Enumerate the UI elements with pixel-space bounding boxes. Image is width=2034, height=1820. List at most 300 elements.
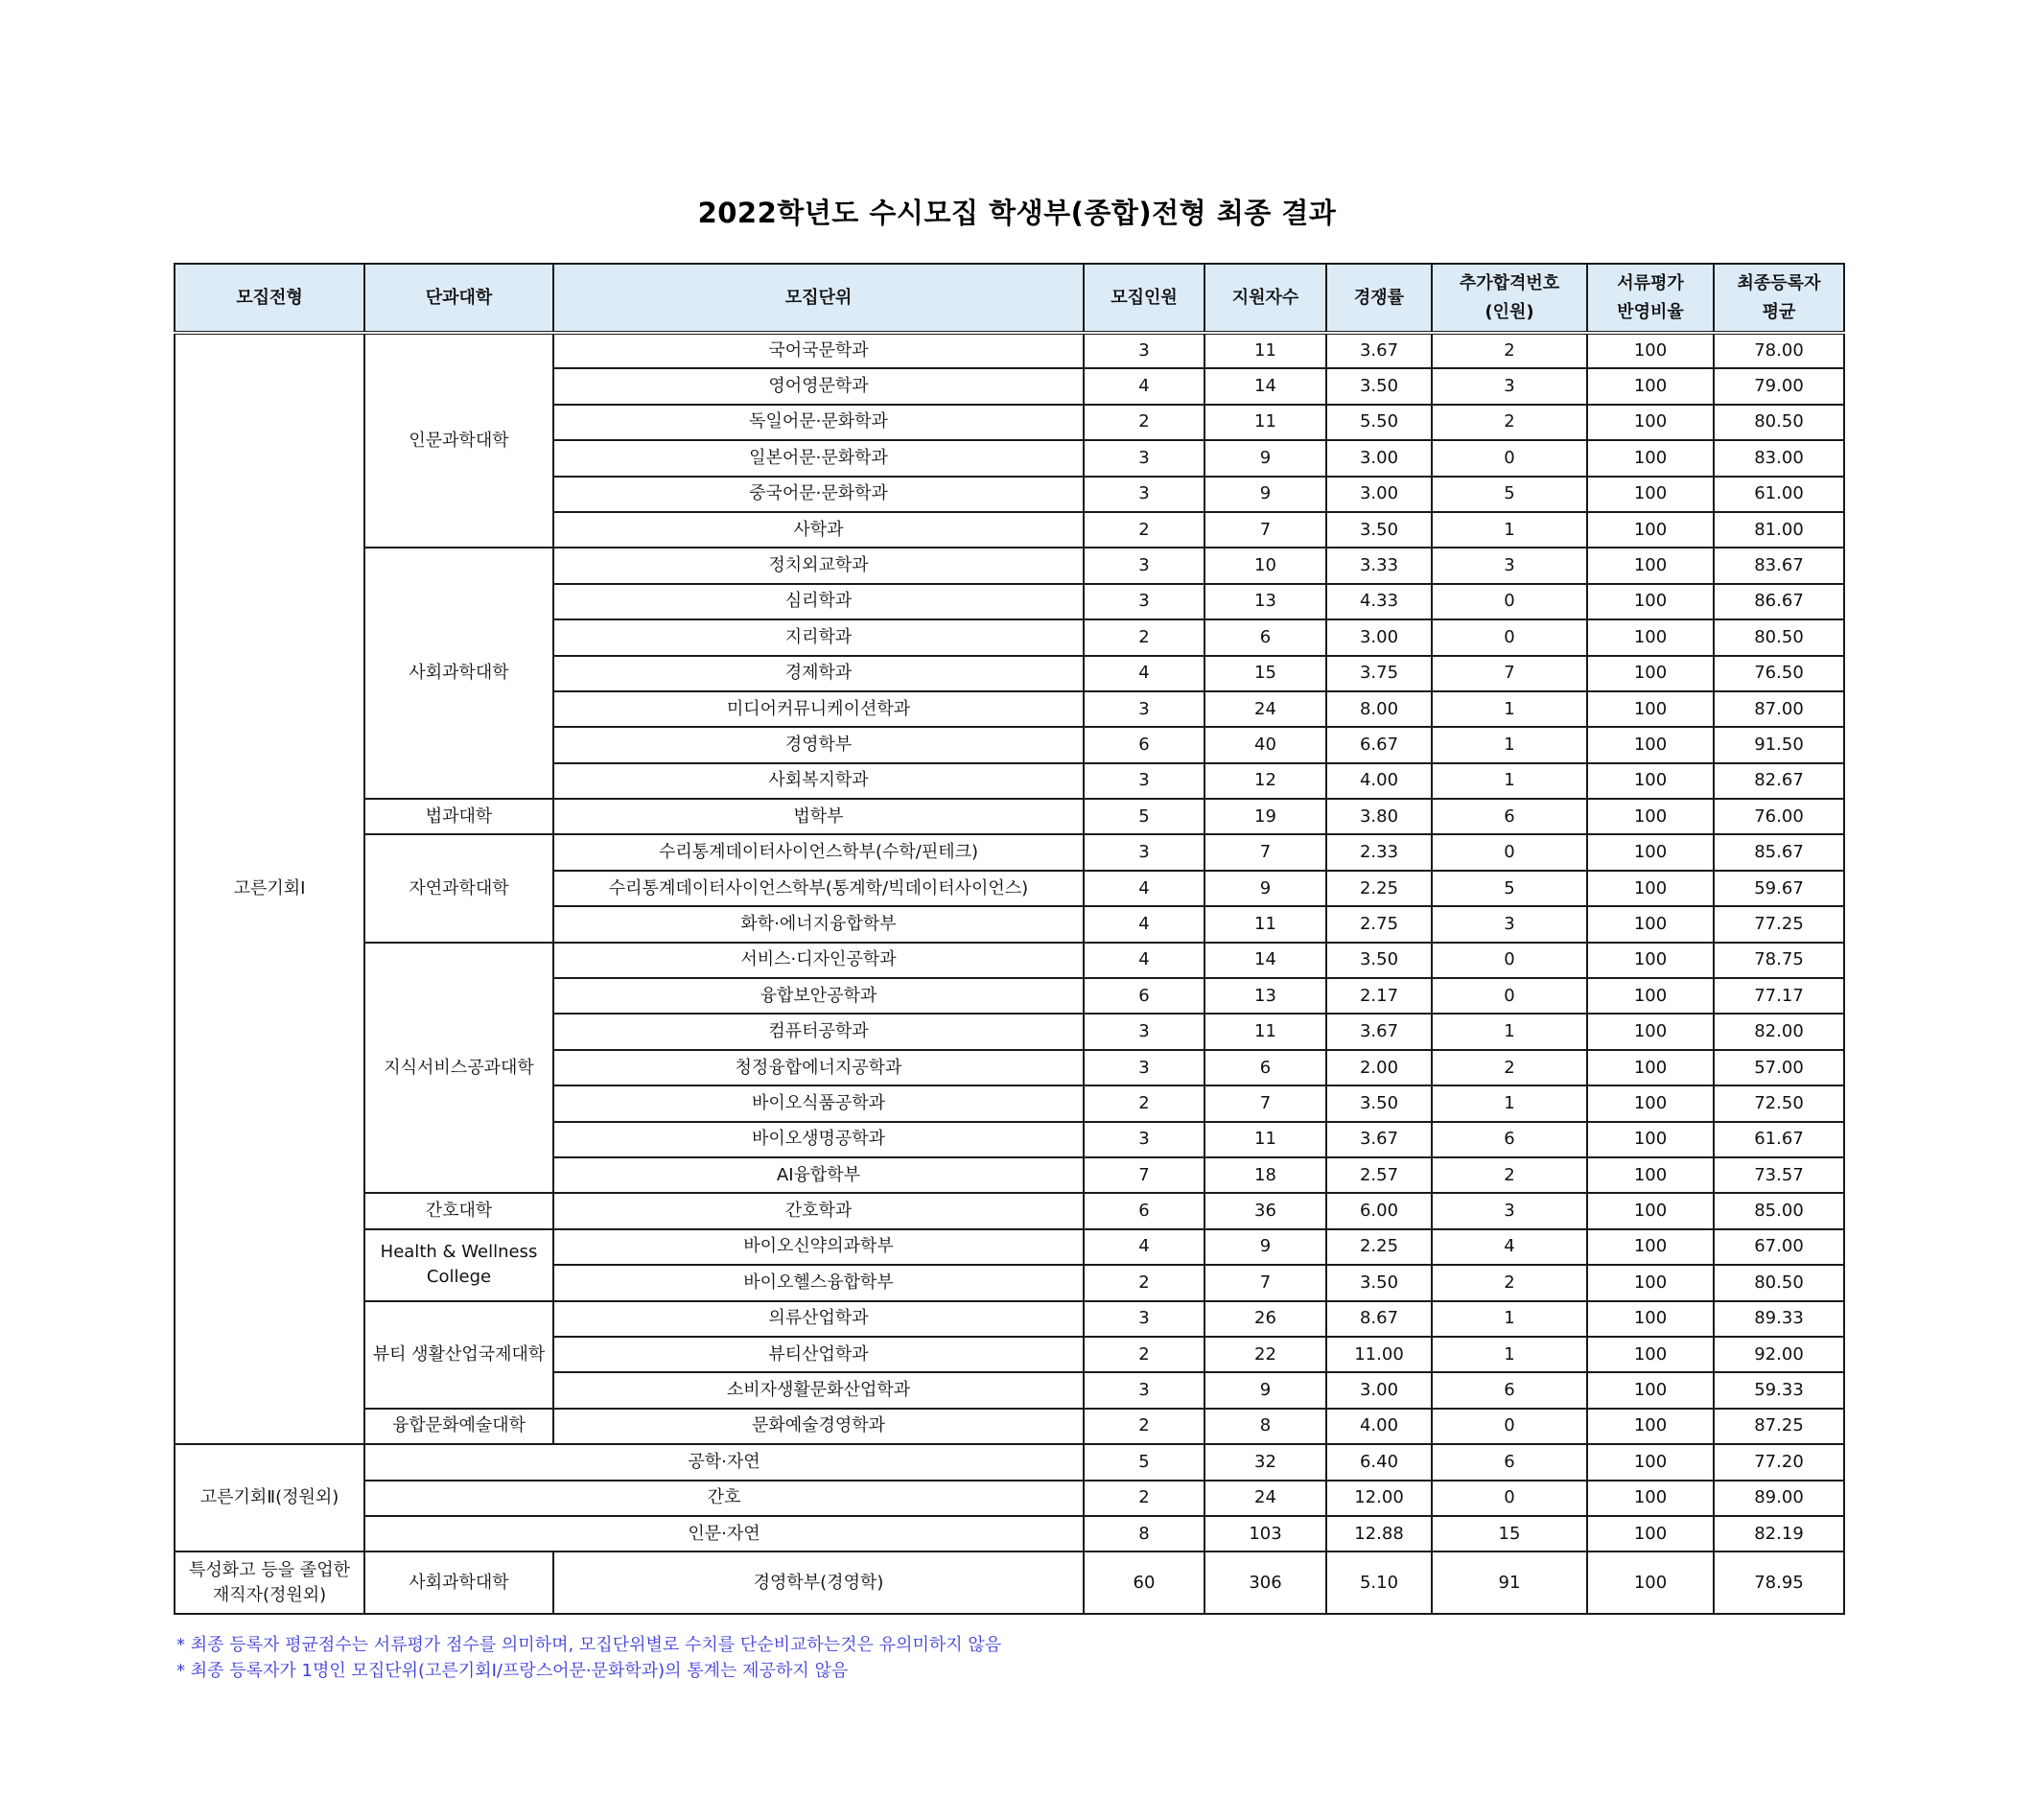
header-additional-line2: (인원) — [1485, 301, 1534, 322]
quota-cell: 3 — [1084, 691, 1204, 727]
additional-cell: 15 — [1432, 1516, 1587, 1552]
unit-cell: 뷰티산업학과 — [553, 1337, 1084, 1372]
header-ratio — [1587, 264, 1714, 333]
table-row — [175, 943, 1844, 978]
ratio-cell: 100 — [1587, 656, 1714, 691]
college-cell — [364, 1193, 553, 1228]
header-row — [175, 264, 1844, 333]
avg-cell: 80.50 — [1714, 619, 1844, 655]
unit-cell: 바이오식품공학과 — [553, 1085, 1084, 1121]
avg-cell: 87.00 — [1714, 691, 1844, 727]
unit-cell: 의류산업학과 — [553, 1301, 1084, 1337]
unit-cell: 인문·자연 — [364, 1516, 1084, 1552]
rate-cell: 3.67 — [1326, 333, 1432, 368]
unit-cell: 수리통계데이터사이언스학부(수학/핀테크) — [553, 834, 1084, 870]
rate-cell: 3.50 — [1326, 368, 1432, 404]
ratio-cell: 100 — [1587, 1229, 1714, 1265]
quota-cell: 2 — [1084, 1337, 1204, 1372]
quota-cell: 8 — [1084, 1516, 1204, 1552]
college-cell — [364, 548, 553, 799]
avg-cell: 72.50 — [1714, 1085, 1844, 1121]
college-cell-label: 법과대학 — [425, 805, 493, 827]
quota-cell: 6 — [1084, 978, 1204, 1014]
additional-cell: 4 — [1432, 1229, 1587, 1265]
additional-cell: 6 — [1432, 799, 1587, 834]
additional-cell: 1 — [1432, 1085, 1587, 1121]
header-applicants: 지원자수 — [1204, 264, 1326, 333]
rate-cell: 12.88 — [1326, 1516, 1432, 1552]
ratio-cell: 100 — [1587, 368, 1714, 404]
additional-cell: 2 — [1432, 1265, 1587, 1300]
rate-cell: 6.67 — [1326, 727, 1432, 762]
additional-cell: 3 — [1432, 548, 1587, 583]
college-cell-label: 사회과학대학 — [409, 663, 509, 684]
additional-cell: 1 — [1432, 512, 1587, 548]
unit-cell: 바이오신약의과학부 — [553, 1229, 1084, 1265]
header-additional-line1: 추가합격번호 — [1459, 272, 1560, 293]
header-unit: 모집단위 — [553, 264, 1084, 333]
quota-cell: 2 — [1084, 1481, 1204, 1516]
unit-cell: 심리학과 — [553, 584, 1084, 619]
additional-cell: 5 — [1432, 477, 1587, 512]
college-cell-label: 인문과학대학 — [409, 430, 509, 451]
applicants-cell: 14 — [1204, 368, 1326, 404]
ratio-cell: 100 — [1587, 1552, 1714, 1614]
additional-cell: 0 — [1432, 1409, 1587, 1444]
avg-cell: 77.25 — [1714, 906, 1844, 942]
ratio-cell: 100 — [1587, 763, 1714, 799]
ratio-cell: 100 — [1587, 1372, 1714, 1408]
additional-cell: 0 — [1432, 1481, 1587, 1516]
avg-cell: 78.00 — [1714, 333, 1844, 368]
ratio-cell: 100 — [1587, 1193, 1714, 1228]
rate-cell: 4.33 — [1326, 584, 1432, 619]
applicants-cell: 24 — [1204, 1481, 1326, 1516]
header-avg-line2: 평균 — [1762, 301, 1796, 322]
header-ratio-line2: 반영비율 — [1617, 301, 1684, 322]
applicants-cell: 13 — [1204, 584, 1326, 619]
additional-cell: 3 — [1432, 1193, 1587, 1228]
college-cell-label: College — [426, 1267, 492, 1288]
applicants-cell: 9 — [1204, 440, 1326, 476]
table-row — [175, 1409, 1844, 1444]
type-cell — [175, 333, 364, 1444]
college-cell-label: 뷰티 생활산업국제대학 — [372, 1343, 546, 1365]
avg-cell: 89.33 — [1714, 1301, 1844, 1337]
applicants-cell: 7 — [1204, 1265, 1326, 1300]
rate-cell: 4.00 — [1326, 1409, 1432, 1444]
rate-cell: 3.33 — [1326, 548, 1432, 583]
rate-cell: 3.00 — [1326, 440, 1432, 476]
footnote: * 최종 등록자가 1명인 모집단위(고른기회Ⅰ/프랑스어문·문화학과)의 통계는 제공하지 않음 — [176, 1661, 849, 1681]
quota-cell: 6 — [1084, 727, 1204, 762]
applicants-cell: 18 — [1204, 1157, 1326, 1193]
unit-cell: 일본어문·문화학과 — [553, 440, 1084, 476]
unit-cell: 미디어커뮤니케이션학과 — [553, 691, 1084, 727]
avg-cell: 77.17 — [1714, 978, 1844, 1014]
ratio-cell: 100 — [1587, 871, 1714, 906]
quota-cell: 7 — [1084, 1157, 1204, 1193]
avg-cell: 86.67 — [1714, 584, 1844, 619]
ratio-cell: 100 — [1587, 548, 1714, 583]
avg-cell: 57.00 — [1714, 1050, 1844, 1085]
ratio-cell: 100 — [1587, 405, 1714, 440]
college-cell-label: 자연과학대학 — [409, 877, 509, 898]
ratio-cell: 100 — [1587, 1409, 1714, 1444]
unit-cell: 융합보안공학과 — [553, 978, 1084, 1014]
avg-cell: 80.50 — [1714, 1265, 1844, 1300]
table-row — [175, 1301, 1844, 1337]
applicants-cell: 40 — [1204, 727, 1326, 762]
results-table — [174, 263, 1845, 1615]
avg-cell: 76.00 — [1714, 799, 1844, 834]
quota-cell: 4 — [1084, 656, 1204, 691]
rate-cell: 2.75 — [1326, 906, 1432, 942]
ratio-cell: 100 — [1587, 943, 1714, 978]
college-cell-label: Health & Wellness — [380, 1242, 538, 1263]
type-cell-label: 재직자(정원외) — [212, 1584, 327, 1605]
header-college: 단과대학 — [364, 264, 553, 333]
table-row — [175, 1552, 1844, 1614]
college-cell — [364, 1409, 553, 1444]
additional-cell: 1 — [1432, 1337, 1587, 1372]
table-row — [175, 1193, 1844, 1228]
type-cell-label: 고른기회Ⅰ — [233, 878, 306, 899]
quota-cell: 4 — [1084, 368, 1204, 404]
unit-cell: 사학과 — [553, 512, 1084, 548]
quota-cell: 3 — [1084, 477, 1204, 512]
rate-cell: 8.67 — [1326, 1301, 1432, 1337]
rate-cell: 6.40 — [1326, 1444, 1432, 1480]
quota-cell: 4 — [1084, 871, 1204, 906]
rate-cell: 3.50 — [1326, 512, 1432, 548]
avg-cell: 83.00 — [1714, 440, 1844, 476]
additional-cell: 7 — [1432, 656, 1587, 691]
unit-cell: 서비스·디자인공학과 — [553, 943, 1084, 978]
additional-cell: 6 — [1432, 1122, 1587, 1157]
type-cell-label: 특성화고 등을 졸업한 — [189, 1559, 350, 1580]
ratio-cell: 100 — [1587, 1122, 1714, 1157]
quota-cell: 3 — [1084, 1301, 1204, 1337]
applicants-cell: 103 — [1204, 1516, 1326, 1552]
results-body — [175, 333, 1844, 1614]
quota-cell: 2 — [1084, 1265, 1204, 1300]
quota-cell: 6 — [1084, 1193, 1204, 1228]
avg-cell: 85.00 — [1714, 1193, 1844, 1228]
rate-cell: 2.25 — [1326, 1229, 1432, 1265]
additional-cell: 2 — [1432, 1157, 1587, 1193]
college-cell-label: 지식서비스공과대학 — [384, 1057, 534, 1078]
rate-cell: 8.00 — [1326, 691, 1432, 727]
avg-cell: 83.67 — [1714, 548, 1844, 583]
college-cell — [364, 799, 553, 834]
rate-cell: 3.50 — [1326, 1265, 1432, 1300]
quota-cell: 3 — [1084, 763, 1204, 799]
unit-cell: AI융합학부 — [553, 1157, 1084, 1193]
ratio-cell: 100 — [1587, 1337, 1714, 1372]
footnotes — [176, 1632, 1001, 1684]
additional-cell: 0 — [1432, 978, 1587, 1014]
quota-cell: 3 — [1084, 440, 1204, 476]
ratio-cell: 100 — [1587, 1157, 1714, 1193]
table-row — [175, 1229, 1844, 1265]
table-row — [175, 1444, 1844, 1480]
college-cell — [364, 943, 553, 1194]
quota-cell: 3 — [1084, 333, 1204, 368]
unit-cell: 문화예술경영학과 — [553, 1409, 1084, 1444]
ratio-cell: 100 — [1587, 727, 1714, 762]
quota-cell: 5 — [1084, 799, 1204, 834]
rate-cell: 2.25 — [1326, 871, 1432, 906]
rate-cell: 5.50 — [1326, 405, 1432, 440]
applicants-cell: 24 — [1204, 691, 1326, 727]
ratio-cell: 100 — [1587, 619, 1714, 655]
ratio-cell: 100 — [1587, 440, 1714, 476]
applicants-cell: 12 — [1204, 763, 1326, 799]
rate-cell: 2.57 — [1326, 1157, 1432, 1193]
college-cell — [364, 333, 553, 548]
header-type: 모집전형 — [175, 264, 364, 333]
additional-cell: 3 — [1432, 906, 1587, 942]
avg-cell: 61.67 — [1714, 1122, 1844, 1157]
additional-cell: 0 — [1432, 440, 1587, 476]
quota-cell: 3 — [1084, 1014, 1204, 1049]
rate-cell: 2.33 — [1326, 834, 1432, 870]
additional-cell: 1 — [1432, 1301, 1587, 1337]
unit-cell: 영어영문학과 — [553, 368, 1084, 404]
footnote: * 최종 등록자 평균점수는 서류평가 점수를 의미하며, 모집단위별로 수치를 단순비교하는것은 유의미하지 않음 — [176, 1635, 1002, 1655]
avg-cell: 92.00 — [1714, 1337, 1844, 1372]
ratio-cell: 100 — [1587, 1014, 1714, 1049]
avg-cell: 89.00 — [1714, 1481, 1844, 1516]
rate-cell: 3.67 — [1326, 1122, 1432, 1157]
applicants-cell: 7 — [1204, 834, 1326, 870]
avg-cell: 78.75 — [1714, 943, 1844, 978]
unit-cell: 바이오생명공학과 — [553, 1122, 1084, 1157]
unit-cell: 독일어문·문화학과 — [553, 405, 1084, 440]
applicants-cell: 9 — [1204, 1372, 1326, 1408]
additional-cell: 0 — [1432, 584, 1587, 619]
college-cell-label: 사회과학대학 — [409, 1572, 509, 1593]
quota-cell: 3 — [1084, 1372, 1204, 1408]
unit-cell: 공학·자연 — [364, 1444, 1084, 1480]
ratio-cell: 100 — [1587, 477, 1714, 512]
avg-cell: 61.00 — [1714, 477, 1844, 512]
additional-cell: 6 — [1432, 1372, 1587, 1408]
applicants-cell: 9 — [1204, 871, 1326, 906]
rate-cell: 3.75 — [1326, 656, 1432, 691]
rate-cell: 12.00 — [1326, 1481, 1432, 1516]
avg-cell: 85.67 — [1714, 834, 1844, 870]
avg-cell: 79.00 — [1714, 368, 1844, 404]
unit-cell: 간호학과 — [553, 1193, 1084, 1228]
additional-cell: 3 — [1432, 368, 1587, 404]
additional-cell: 1 — [1432, 763, 1587, 799]
header-rate: 경쟁률 — [1326, 264, 1432, 333]
rate-cell: 2.17 — [1326, 978, 1432, 1014]
unit-cell: 지리학과 — [553, 619, 1084, 655]
ratio-cell: 100 — [1587, 906, 1714, 942]
applicants-cell: 306 — [1204, 1552, 1326, 1614]
applicants-cell: 22 — [1204, 1337, 1326, 1372]
unit-cell: 정치외교학과 — [553, 548, 1084, 583]
unit-cell: 경제학과 — [553, 656, 1084, 691]
avg-cell: 91.50 — [1714, 727, 1844, 762]
applicants-cell: 19 — [1204, 799, 1326, 834]
ratio-cell: 100 — [1587, 691, 1714, 727]
avg-cell: 73.57 — [1714, 1157, 1844, 1193]
additional-cell: 91 — [1432, 1552, 1587, 1614]
ratio-cell: 100 — [1587, 512, 1714, 548]
header-additional — [1432, 264, 1587, 333]
college-cell — [364, 834, 553, 942]
ratio-cell: 100 — [1587, 584, 1714, 619]
unit-cell: 간호 — [364, 1481, 1084, 1516]
applicants-cell: 11 — [1204, 333, 1326, 368]
unit-cell: 화학·에너지융합학부 — [553, 906, 1084, 942]
ratio-cell: 100 — [1587, 1050, 1714, 1085]
ratio-cell: 100 — [1587, 799, 1714, 834]
table-row — [175, 1481, 1844, 1516]
type-cell — [175, 1444, 364, 1552]
rate-cell: 3.67 — [1326, 1014, 1432, 1049]
quota-cell: 3 — [1084, 1050, 1204, 1085]
rate-cell: 11.00 — [1326, 1337, 1432, 1372]
avg-cell: 82.67 — [1714, 763, 1844, 799]
unit-cell: 수리통계데이터사이언스학부(통계학/빅데이터사이언스) — [553, 871, 1084, 906]
quota-cell: 4 — [1084, 943, 1204, 978]
rate-cell: 4.00 — [1326, 763, 1432, 799]
unit-cell: 중국어문·문화학과 — [553, 477, 1084, 512]
unit-cell: 법학부 — [553, 799, 1084, 834]
quota-cell: 2 — [1084, 1409, 1204, 1444]
table-row — [175, 1516, 1844, 1552]
unit-cell: 청정융합에너지공학과 — [553, 1050, 1084, 1085]
rate-cell: 3.80 — [1326, 799, 1432, 834]
applicants-cell: 26 — [1204, 1301, 1326, 1337]
ratio-cell: 100 — [1587, 834, 1714, 870]
header-ratio-line1: 서류평가 — [1617, 272, 1684, 293]
table-row — [175, 333, 1844, 368]
ratio-cell: 100 — [1587, 1516, 1714, 1552]
additional-cell: 0 — [1432, 619, 1587, 655]
quota-cell: 3 — [1084, 548, 1204, 583]
ratio-cell: 100 — [1587, 978, 1714, 1014]
rate-cell: 6.00 — [1326, 1193, 1432, 1228]
college-cell-label: 융합문화예술대학 — [391, 1415, 526, 1436]
quota-cell: 2 — [1084, 405, 1204, 440]
avg-cell: 81.00 — [1714, 512, 1844, 548]
ratio-cell: 100 — [1587, 1085, 1714, 1121]
rate-cell: 5.10 — [1326, 1552, 1432, 1614]
type-cell-label: 고른기회Ⅱ(정원외) — [199, 1487, 339, 1508]
ratio-cell: 100 — [1587, 1265, 1714, 1300]
rate-cell: 3.00 — [1326, 1372, 1432, 1408]
additional-cell: 5 — [1432, 871, 1587, 906]
additional-cell: 0 — [1432, 834, 1587, 870]
college-cell-label: 간호대학 — [425, 1201, 493, 1222]
header-avg — [1714, 264, 1844, 333]
quota-cell: 3 — [1084, 1122, 1204, 1157]
applicants-cell: 36 — [1204, 1193, 1326, 1228]
avg-cell: 67.00 — [1714, 1229, 1844, 1265]
avg-cell: 59.67 — [1714, 871, 1844, 906]
unit-cell: 경영학부(경영학) — [553, 1552, 1084, 1614]
quota-cell: 2 — [1084, 512, 1204, 548]
additional-cell: 1 — [1432, 691, 1587, 727]
avg-cell: 77.20 — [1714, 1444, 1844, 1480]
applicants-cell: 7 — [1204, 1085, 1326, 1121]
ratio-cell: 100 — [1587, 1301, 1714, 1337]
ratio-cell: 100 — [1587, 1444, 1714, 1480]
avg-cell: 82.19 — [1714, 1516, 1844, 1552]
additional-cell: 2 — [1432, 333, 1587, 368]
applicants-cell: 9 — [1204, 1229, 1326, 1265]
applicants-cell: 6 — [1204, 1050, 1326, 1085]
applicants-cell: 11 — [1204, 906, 1326, 942]
page-title: 2022학년도 수시모집 학생부(종합)전형 최종 결과 — [697, 197, 1337, 229]
ratio-cell: 100 — [1587, 1481, 1714, 1516]
unit-cell: 바이오헬스융합학부 — [553, 1265, 1084, 1300]
type-cell — [175, 1552, 364, 1614]
header-avg-line1: 최종등록자 — [1737, 272, 1821, 293]
rate-cell: 2.00 — [1326, 1050, 1432, 1085]
quota-cell: 3 — [1084, 584, 1204, 619]
unit-cell: 컴퓨터공학과 — [553, 1014, 1084, 1049]
applicants-cell: 32 — [1204, 1444, 1326, 1480]
unit-cell: 사회복지학과 — [553, 763, 1084, 799]
quota-cell: 4 — [1084, 906, 1204, 942]
quota-cell: 4 — [1084, 1229, 1204, 1265]
college-cell — [364, 1301, 553, 1409]
applicants-cell: 11 — [1204, 1014, 1326, 1049]
quota-cell: 2 — [1084, 619, 1204, 655]
table-row — [175, 548, 1844, 583]
applicants-cell: 15 — [1204, 656, 1326, 691]
table-row — [175, 834, 1844, 870]
avg-cell: 76.50 — [1714, 656, 1844, 691]
applicants-cell: 8 — [1204, 1409, 1326, 1444]
rate-cell: 3.50 — [1326, 943, 1432, 978]
avg-cell: 87.25 — [1714, 1409, 1844, 1444]
applicants-cell: 9 — [1204, 477, 1326, 512]
unit-cell: 국어국문학과 — [553, 333, 1084, 368]
additional-cell: 6 — [1432, 1444, 1587, 1480]
applicants-cell: 11 — [1204, 1122, 1326, 1157]
unit-cell: 경영학부 — [553, 727, 1084, 762]
additional-cell: 1 — [1432, 1014, 1587, 1049]
applicants-cell: 10 — [1204, 548, 1326, 583]
rate-cell: 3.00 — [1326, 477, 1432, 512]
quota-cell: 2 — [1084, 1085, 1204, 1121]
quota-cell: 5 — [1084, 1444, 1204, 1480]
unit-cell: 소비자생활문화산업학과 — [553, 1372, 1084, 1408]
additional-cell: 1 — [1432, 727, 1587, 762]
rate-cell: 3.50 — [1326, 1085, 1432, 1121]
table-row — [175, 799, 1844, 834]
ratio-cell: 100 — [1587, 333, 1714, 368]
avg-cell: 59.33 — [1714, 1372, 1844, 1408]
avg-cell: 82.00 — [1714, 1014, 1844, 1049]
avg-cell: 78.95 — [1714, 1552, 1844, 1614]
applicants-cell: 6 — [1204, 619, 1326, 655]
rate-cell: 3.00 — [1326, 619, 1432, 655]
header-quota: 모집인원 — [1084, 264, 1204, 333]
college-cell — [364, 1229, 553, 1301]
additional-cell: 2 — [1432, 1050, 1587, 1085]
quota-cell: 3 — [1084, 834, 1204, 870]
additional-cell: 0 — [1432, 943, 1587, 978]
